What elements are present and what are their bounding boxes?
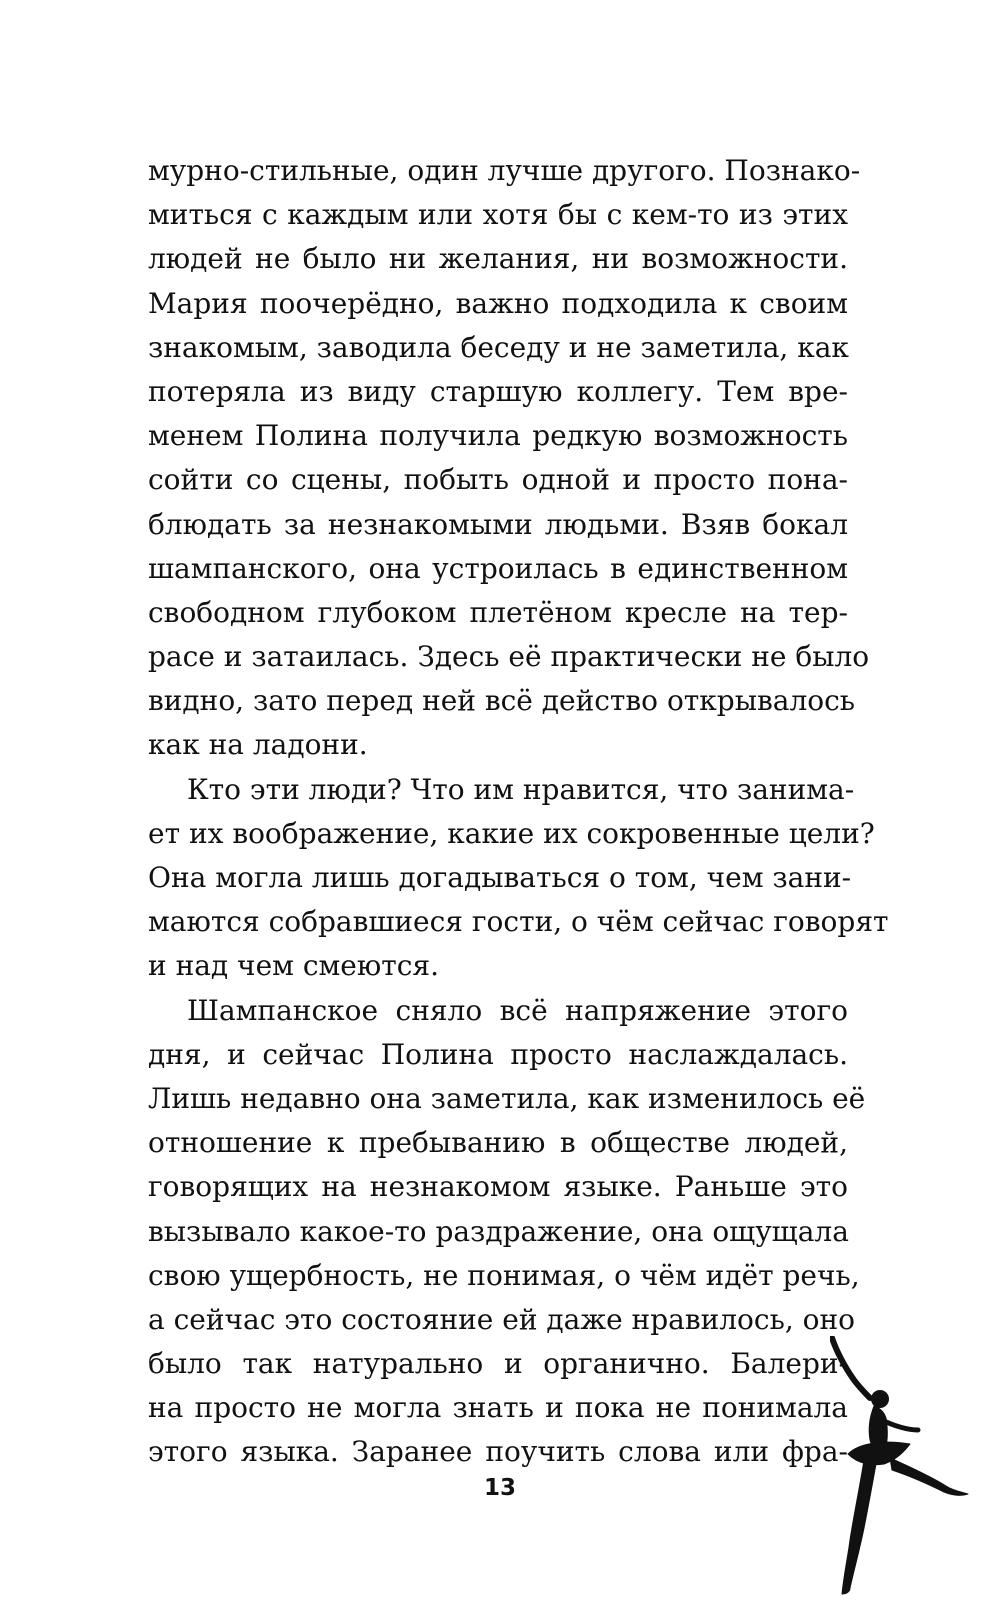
text-line: дня, и сейчас Полина просто наслаждалась. (148, 1037, 848, 1071)
text-line: менем Полина получила редкую возможность (148, 419, 848, 453)
text-line: отношение к пребыванию в обществе людей, (148, 1126, 848, 1160)
text-line: потеряла из виду старшую коллегу. Тем вре- (148, 374, 848, 408)
page-number: 13 (483, 1475, 516, 1501)
paragraph-start-line: Кто эти люди? Что им нравится, что занима- (187, 772, 855, 806)
text-line: Лишь недавно она заметила, как изменилось её (148, 1081, 866, 1115)
text-line: этого языка. Заранее поучить слова или фра- (148, 1435, 848, 1469)
text-line: как на ладони. (148, 728, 368, 762)
body-text (148, 149, 889, 1475)
text-line: блюдать за незнакомыми людьми. Взяв бокал (148, 507, 848, 541)
text-line: было так натурально и органично. Балери- (148, 1347, 848, 1381)
text-line: и над чем смеются. (148, 949, 439, 983)
ballerina-silhouette-icon (830, 1336, 970, 1598)
text-line: говорящих на незнакомом языке. Раньше это (148, 1170, 848, 1204)
text-line: а сейчас это состояние ей даже нравилось, оно (148, 1302, 855, 1336)
text-line: на просто не могла знать и пока не понимала (148, 1391, 848, 1425)
paragraph-start-line: Шампанское сняло всё напряжение этого (187, 993, 848, 1027)
text-line: ет их воображение, какие их сокровенные цели? (148, 816, 875, 850)
text-line: знакомым, заводила беседу и не заметила, как (148, 330, 849, 364)
text-line: видно, зато перед ней всё действо открывалось (148, 684, 856, 718)
text-line: мурно-стильные, один лучше другого. Познако- (148, 154, 861, 187)
text-line: людей не было ни желания, ни возможности. (148, 242, 848, 276)
text-line: миться с каждым или хотя бы с кем-то из этих (148, 198, 848, 232)
text-line: Она могла лишь догадываться о том, чем зани- (148, 861, 852, 894)
text-line: вызывало какое-то раздражение, она ощущала (148, 1214, 849, 1248)
text-line: шампанского, она устроилась в единственном (148, 551, 848, 585)
text-line: сойти со сцены, побыть одной и просто пона- (148, 463, 848, 497)
text-line: маются собравшиеся гости, о чём сейчас говорят (148, 905, 889, 939)
text-line: Мария поочерёдно, важно подходила к своим (148, 286, 848, 320)
text-line: свою ущербность, не понимая, о чём идёт речь, (148, 1258, 860, 1292)
text-line: расе и затаилась. Здесь её практически не было (148, 640, 870, 674)
text-line: свободном глубоком плетёном кресле на тер- (148, 595, 848, 629)
